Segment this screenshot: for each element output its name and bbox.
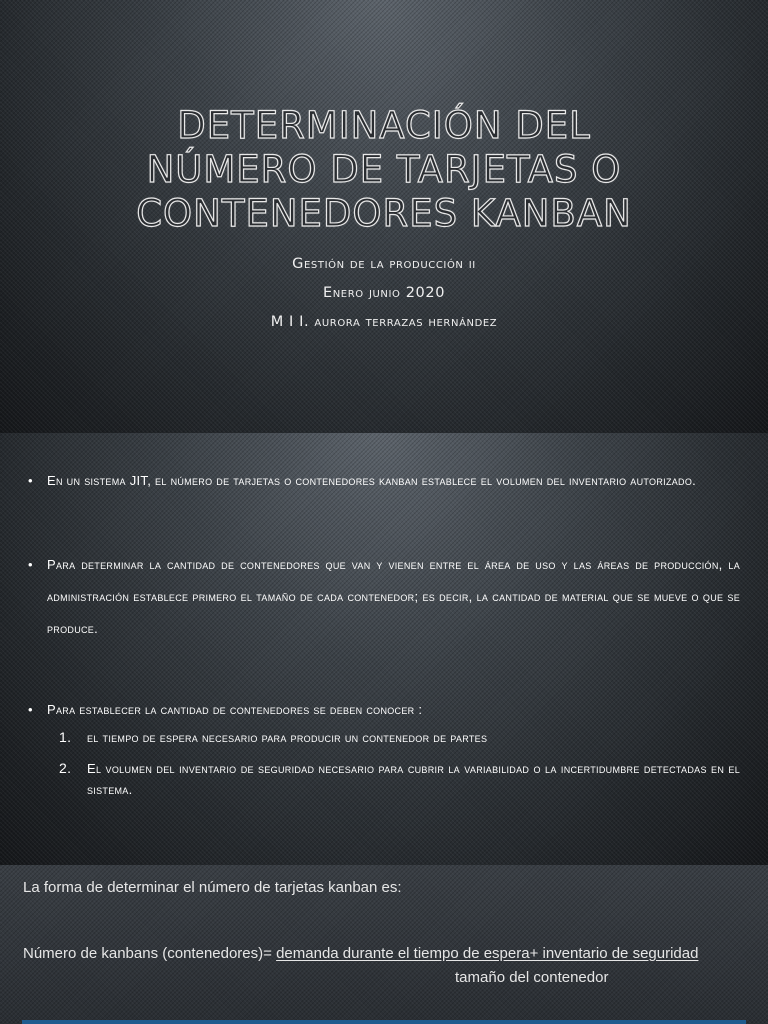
slide-title: [0, 104, 768, 236]
formula-numerator: demanda durante el tiempo de espera+ inventario de seguridad: [276, 945, 699, 962]
title-line-1: DETERMINACIÓN DEL: [177, 104, 591, 147]
numbered-item-2-number: 2.: [59, 760, 72, 776]
numbered-item-1: [59, 727, 740, 748]
subtitle-period: Enero junio 2020: [322, 285, 446, 301]
bullet-list: [28, 465, 740, 810]
formula-slide: [0, 865, 768, 1024]
accent-bar: [22, 1020, 746, 1024]
formula-denominator: tamaño del contenedor: [455, 969, 609, 986]
numbered-item-1-text: el tiempo de espera necesario para producir un contenedor de partes: [87, 730, 488, 745]
formula-label: Número de kanbans (contenedores)=: [23, 945, 277, 962]
title-slide: [0, 0, 768, 433]
subtitle-author: M I I. aurora terrazas hernández: [270, 314, 498, 330]
bullet-item-1: • En un sistema JIT, el número de tarjetas o contenedores kanban establece el volumen del inventario autorizado.: [28, 465, 740, 497]
formula-intro: La forma de determinar el número de tarjetas kanban es:: [23, 879, 402, 896]
numbered-item-1-number: 1.: [59, 729, 72, 745]
slide-subtitle: [0, 250, 768, 337]
bullets-slide: [0, 433, 768, 865]
title-line-2: NÚMERO DE TARJETAS O: [146, 148, 622, 191]
formula-line: [23, 945, 698, 962]
numbered-item-2-text: El volumen del inventario de seguridad necesario para cubrir la variabilidad o la incertidumbre detectadas en el sistema.: [87, 761, 740, 797]
bullet-item-2: • Para determinar la cantidad de contenedores que van y vienen entre el área de uso y las áreas de producción, la administración establece primero el tamaño de cada contenedor; es decir, la cantidad de material que se mueve o que se produce.: [28, 549, 740, 645]
subtitle-course: Gestión de la producción ii: [292, 256, 476, 272]
title-line-3: CONTENEDORES KANBAN: [136, 192, 632, 235]
bullet-item-3: • Para establecer la cantidad de contenedores se deben conocer :: [28, 699, 740, 721]
numbered-list: [59, 727, 740, 800]
numbered-item-2: [59, 758, 740, 800]
